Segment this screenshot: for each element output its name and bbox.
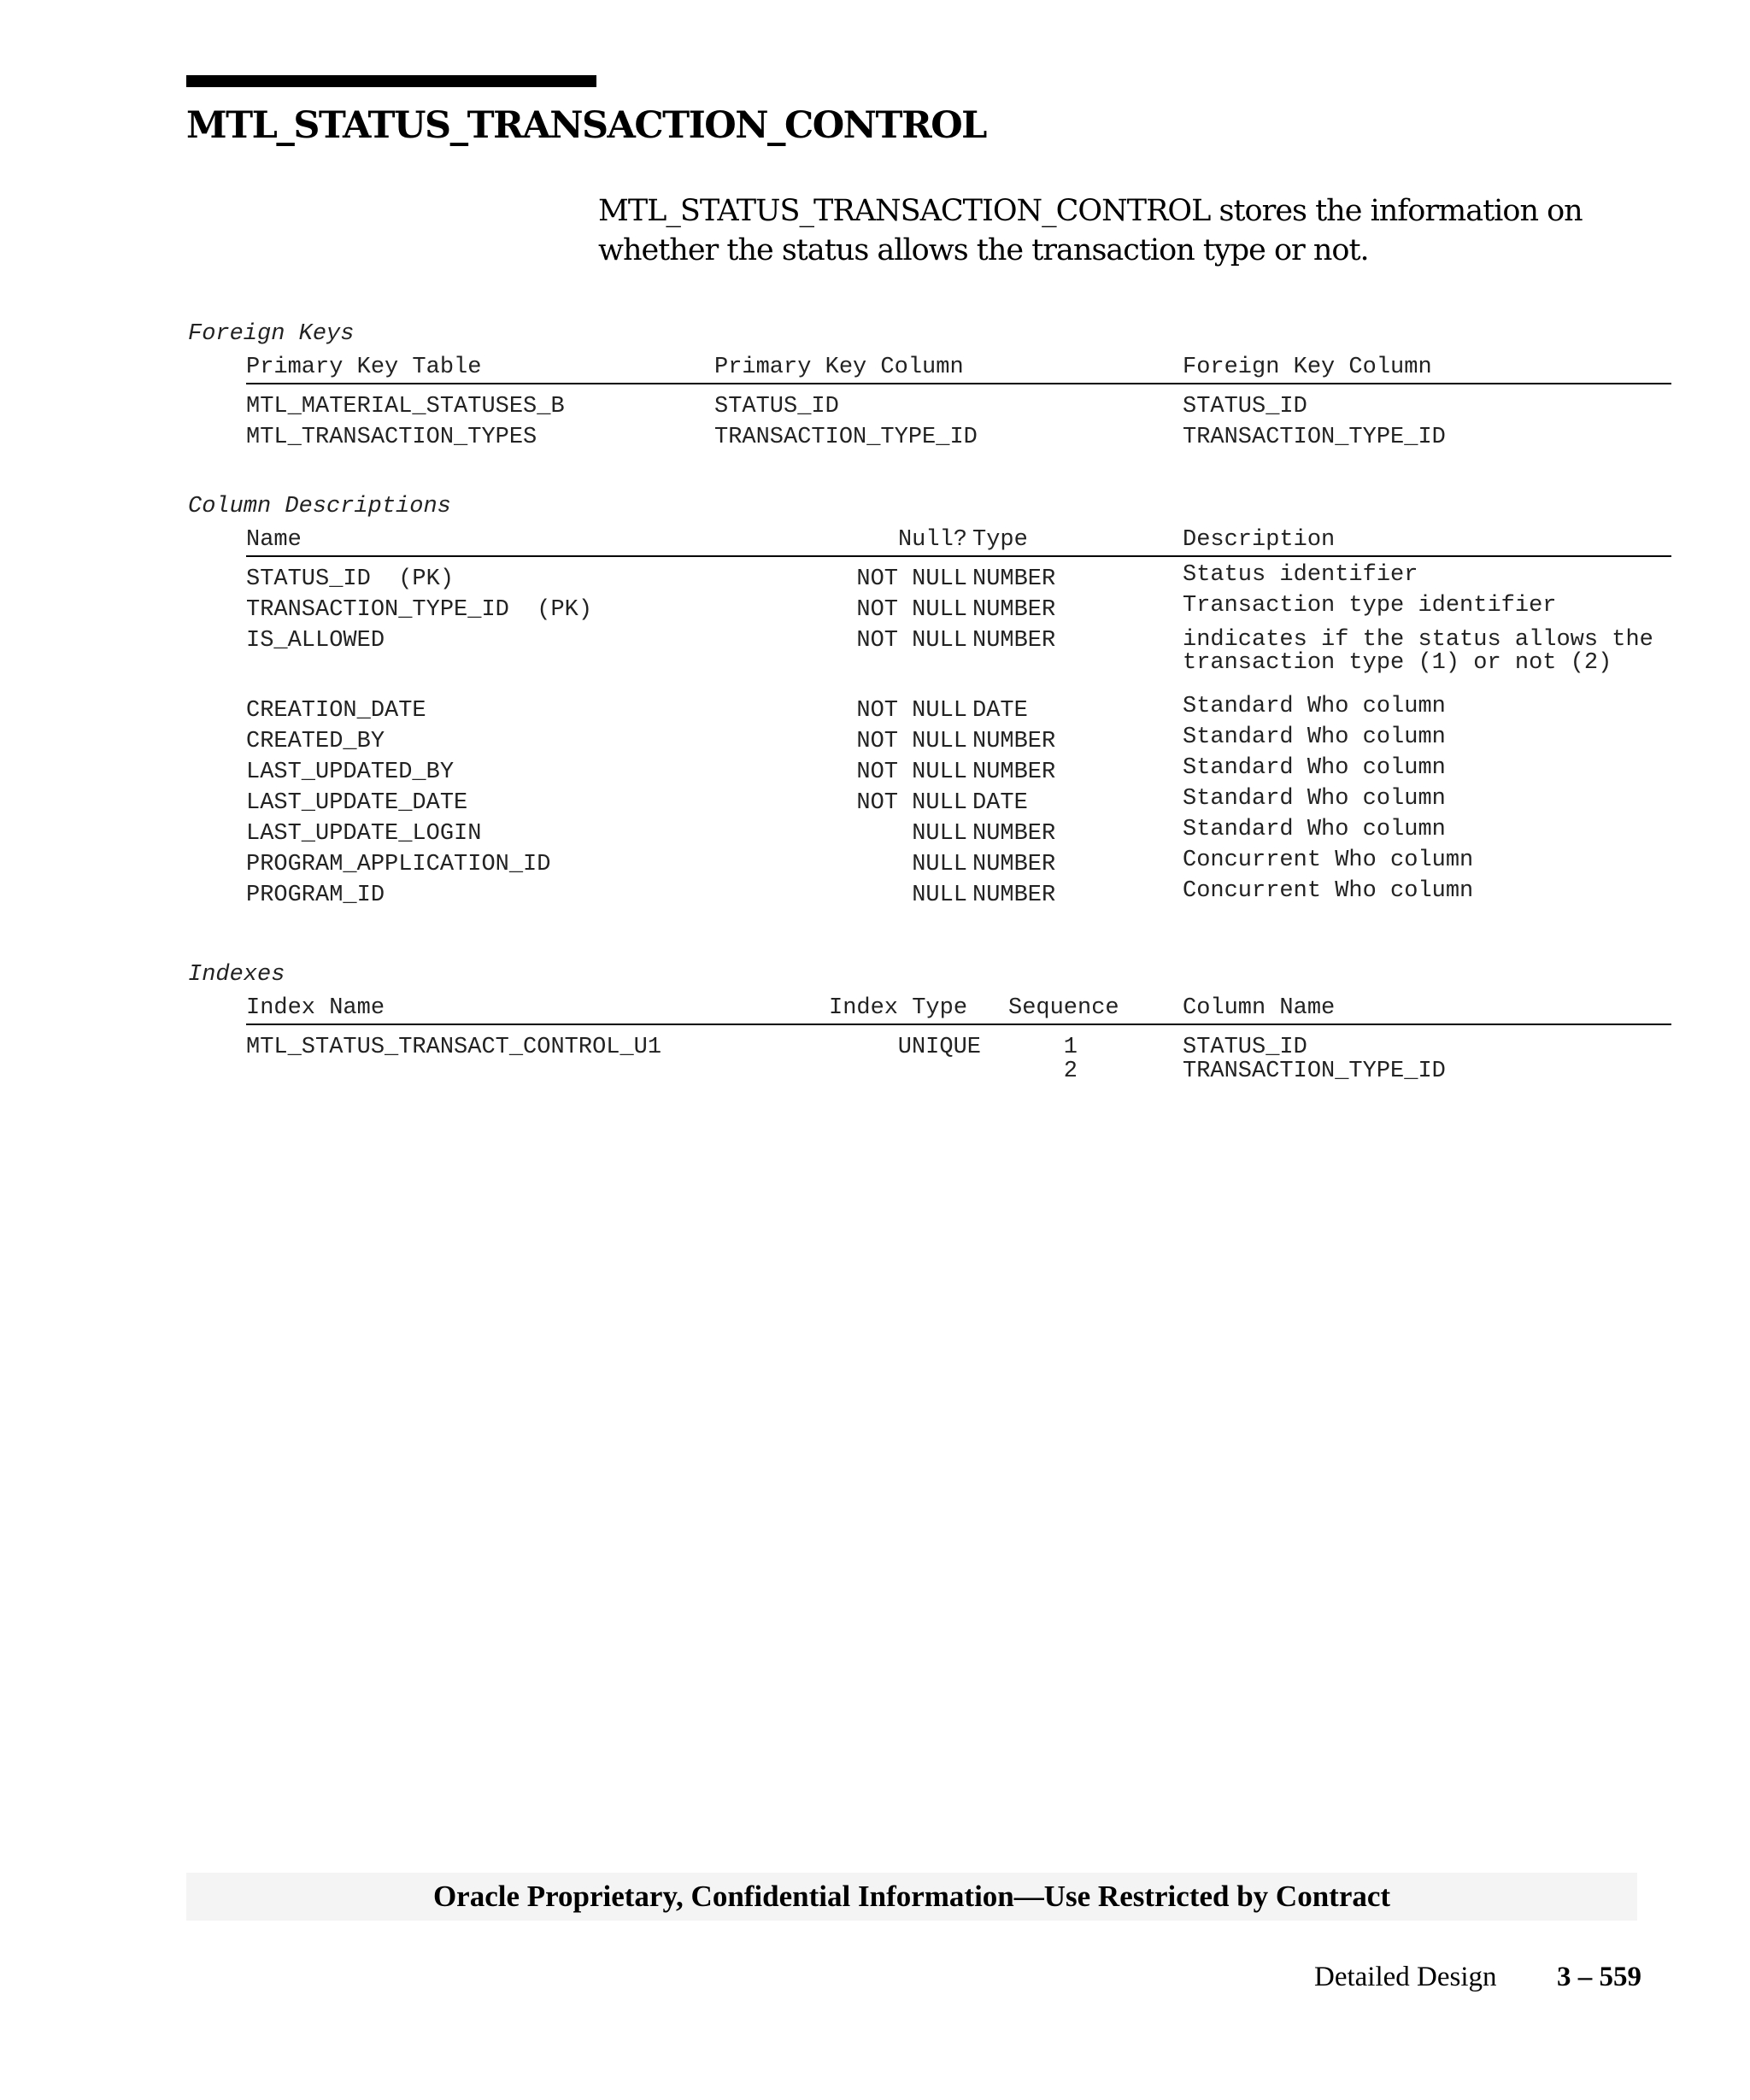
fk-table: MTL_TRANSACTION_TYPES bbox=[246, 425, 537, 450]
top-rule bbox=[186, 75, 596, 87]
idx-header-type: Index Type bbox=[829, 995, 968, 1021]
column-name: LAST_UPDATE_DATE bbox=[246, 790, 468, 816]
column-type: NUMBER bbox=[972, 821, 1056, 847]
table-row bbox=[246, 695, 1671, 726]
column-description: Standard Who column bbox=[1183, 786, 1446, 812]
column-type: NUMBER bbox=[972, 852, 1056, 877]
foreign-keys-table bbox=[246, 352, 1671, 453]
column-type: NUMBER bbox=[972, 597, 1056, 623]
table-row bbox=[246, 880, 1671, 911]
table-row bbox=[246, 726, 1671, 757]
table-row bbox=[246, 849, 1671, 880]
indexes-table bbox=[246, 993, 1671, 1087]
foreign-keys-label: Foreign Keys bbox=[188, 321, 355, 347]
table-row bbox=[246, 757, 1671, 788]
column-name: LAST_UPDATE_LOGIN bbox=[246, 821, 482, 847]
column-description: Standard Who column bbox=[1183, 817, 1446, 842]
column-name: IS_ALLOWED bbox=[246, 628, 385, 654]
column-type: NUMBER bbox=[972, 729, 1056, 754]
columns-header bbox=[246, 525, 1671, 557]
fk-header-fk-column: Foreign Key Column bbox=[1183, 355, 1432, 380]
column-description: Standard Who column bbox=[1183, 724, 1446, 750]
column-name: LAST_UPDATED_BY bbox=[246, 760, 455, 785]
foreign-keys-header bbox=[246, 352, 1671, 384]
column-description: Standard Who column bbox=[1183, 755, 1446, 781]
table-row bbox=[246, 391, 1671, 422]
column-type: DATE bbox=[972, 698, 1028, 724]
column-name: PROGRAM_APPLICATION_ID bbox=[246, 852, 551, 877]
fk-fk-column: STATUS_ID bbox=[1183, 394, 1307, 419]
column-name: PROGRAM_ID bbox=[246, 883, 385, 908]
column-null: NULL bbox=[912, 852, 967, 877]
column-type: NUMBER bbox=[972, 883, 1056, 908]
table-row bbox=[246, 422, 1671, 453]
index-type: UNIQUE bbox=[897, 1035, 981, 1060]
column-descriptions-label: Column Descriptions bbox=[188, 494, 451, 519]
idx-header-sequence: Sequence bbox=[1008, 995, 1119, 1021]
table-row bbox=[246, 625, 1671, 695]
column-null: NOT NULL bbox=[856, 760, 967, 785]
col-header-type: Type bbox=[972, 527, 1028, 553]
column-type: NUMBER bbox=[972, 628, 1056, 654]
intro-paragraph: MTL_STATUS_TRANSACTION_CONTROL stores the information on whether the status allows the transaction type or not. bbox=[598, 194, 1583, 267]
table-row bbox=[246, 788, 1671, 818]
column-description: Status identifier bbox=[1183, 562, 1418, 588]
column-null: NULL bbox=[912, 883, 967, 908]
col-header-name: Name bbox=[246, 527, 302, 553]
column-name: TRANSACTION_TYPE_ID (PK) bbox=[246, 597, 593, 623]
column-null: NOT NULL bbox=[856, 566, 967, 592]
column-description: indicates if the status allows the transaction type (1) or not (2) bbox=[1183, 627, 1653, 676]
fk-pk-column: STATUS_ID bbox=[714, 394, 839, 419]
table-row bbox=[246, 564, 1671, 595]
col-header-null: Null? bbox=[897, 527, 967, 553]
column-type: NUMBER bbox=[972, 760, 1056, 785]
fk-pk-column: TRANSACTION_TYPE_ID bbox=[714, 425, 978, 450]
column-descriptions-table bbox=[246, 525, 1671, 911]
column-type: NUMBER bbox=[972, 566, 1056, 592]
index-name: MTL_STATUS_TRANSACT_CONTROL_U1 bbox=[246, 1035, 662, 1060]
fk-header-table: Primary Key Table bbox=[246, 355, 482, 380]
column-name: CREATED_BY bbox=[246, 729, 385, 754]
indexes-header bbox=[246, 993, 1671, 1025]
col-header-description: Description bbox=[1183, 527, 1336, 553]
index-column: TRANSACTION_TYPE_ID bbox=[1183, 1059, 1446, 1084]
table-row bbox=[246, 1056, 1671, 1087]
fk-fk-column: TRANSACTION_TYPE_ID bbox=[1183, 425, 1446, 450]
column-type: DATE bbox=[972, 790, 1028, 816]
index-sequence: 2 bbox=[1063, 1059, 1078, 1084]
column-name: CREATION_DATE bbox=[246, 698, 426, 724]
page-title: MTL_STATUS_TRANSACTION_CONTROL bbox=[186, 104, 986, 147]
column-description: Standard Who column bbox=[1183, 694, 1446, 719]
column-null: NOT NULL bbox=[856, 628, 967, 654]
index-sequence: 1 bbox=[1063, 1035, 1078, 1060]
table-row bbox=[246, 1032, 1671, 1060]
table-row bbox=[246, 595, 1671, 625]
footer-page-number: 3 – 559 bbox=[1557, 1962, 1641, 1992]
column-null: NULL bbox=[912, 821, 967, 847]
table-row bbox=[246, 818, 1671, 849]
footer-section: Detailed Design bbox=[1314, 1962, 1497, 1992]
confidentiality-notice: Oracle Proprietary, Confidential Information––Use Restricted by Contract bbox=[186, 1873, 1637, 1921]
index-column: STATUS_ID bbox=[1183, 1035, 1307, 1060]
column-name: STATUS_ID (PK) bbox=[246, 566, 455, 592]
fk-table: MTL_MATERIAL_STATUSES_B bbox=[246, 394, 565, 419]
column-null: NOT NULL bbox=[856, 729, 967, 754]
idx-header-column: Column Name bbox=[1183, 995, 1336, 1021]
column-null: NOT NULL bbox=[856, 698, 967, 724]
column-description: Concurrent Who column bbox=[1183, 878, 1474, 904]
column-null: NOT NULL bbox=[856, 790, 967, 816]
fk-header-pk-column: Primary Key Column bbox=[714, 355, 964, 380]
indexes-label: Indexes bbox=[188, 962, 285, 988]
column-description: Concurrent Who column bbox=[1183, 848, 1474, 873]
idx-header-name: Index Name bbox=[246, 995, 385, 1021]
column-description: Transaction type identifier bbox=[1183, 593, 1557, 619]
column-null: NOT NULL bbox=[856, 597, 967, 623]
